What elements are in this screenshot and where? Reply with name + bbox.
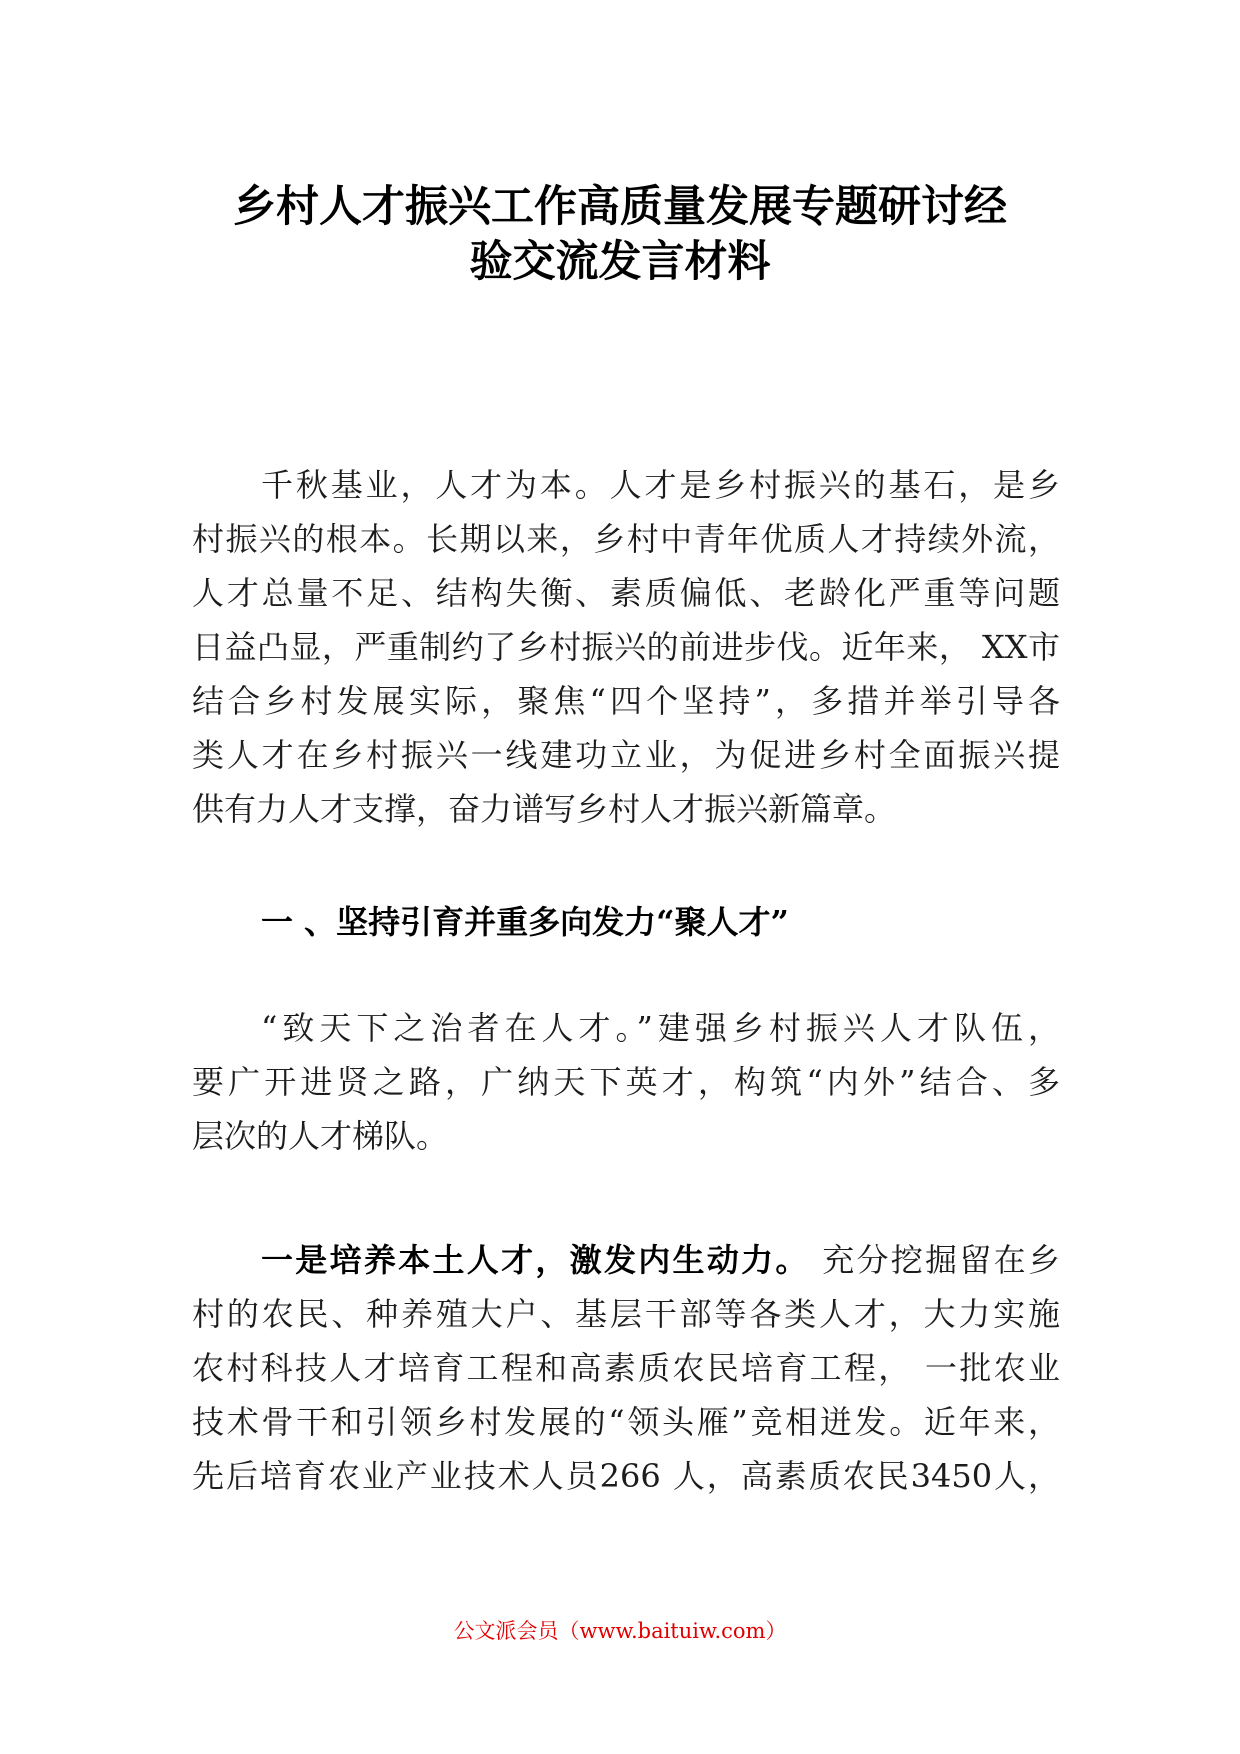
point-lead: 一是培养本土人才，激发内生动力。 (261, 1241, 810, 1279)
paragraph-line: 先后培育农业产业技术人员266 人，高素质农民3450人， (192, 1457, 1060, 1495)
point-first-line-text: 充分挖掘留在乡 (809, 1241, 1060, 1279)
paragraph-line: 村振兴的根本。长期以来，乡村中青年优质人才持续外流， (192, 520, 1060, 558)
paragraph-line: “致天下之治者在人才。”建强乡村振兴人才队伍， (261, 1009, 1060, 1047)
section-heading (192, 895, 1060, 949)
paragraph-line: 技术骨干和引领乡村发展的“领头雁”竞相迸发。近年来， (192, 1403, 1060, 1441)
paragraph-line: 层次的人才梯队。 (192, 1117, 449, 1155)
paragraph-line: 人才总量不足、结构失衡、素质偏低、老龄化严重等问题 (192, 574, 1060, 612)
paragraph-line (192, 1233, 1060, 1287)
title-line: 乡村人才振兴工作高质量发展专题研讨经 (233, 182, 1007, 232)
paragraph-line: 供有力人才支撑，奋力谱写乡村人才振兴新篇章。 (192, 790, 897, 828)
intro-paragraph (192, 458, 1060, 836)
section-intro-paragraph (192, 1001, 1060, 1163)
paragraph-line: 千秋基业，人才为本。人才是乡村振兴的基石，是乡 (261, 466, 1060, 504)
paragraph-line: 要广开进贤之路，广纳天下英才，构筑“内外”结合、多 (192, 1063, 1060, 1101)
paragraph-line: 日益凸显，严重制约了乡村振兴的前进步伐。近年来， XX市 (192, 628, 1060, 666)
paragraph-line: 类人才在乡村振兴一线建功立业，为促进乡村全面振兴提 (192, 736, 1060, 774)
footer-watermark: 公文派会员（www.baituiw.com） (453, 1619, 787, 1643)
paragraph-line: 结合乡村发展实际，聚焦“四个坚持”，多措并举引导各 (192, 682, 1060, 720)
document-title (0, 180, 1240, 290)
point-paragraph (192, 1233, 1060, 1503)
paragraph-line: 农村科技人才培育工程和高素质农民培育工程， 一批农业 (192, 1349, 1060, 1387)
section-heading-text: 一 、坚持引育并重多向发力“聚人才” (261, 903, 789, 941)
paragraph-line: 村的农民、种养殖大户、基层干部等各类人才，大力实施 (192, 1295, 1060, 1333)
title-line: 验交流发言材料 (469, 237, 771, 287)
